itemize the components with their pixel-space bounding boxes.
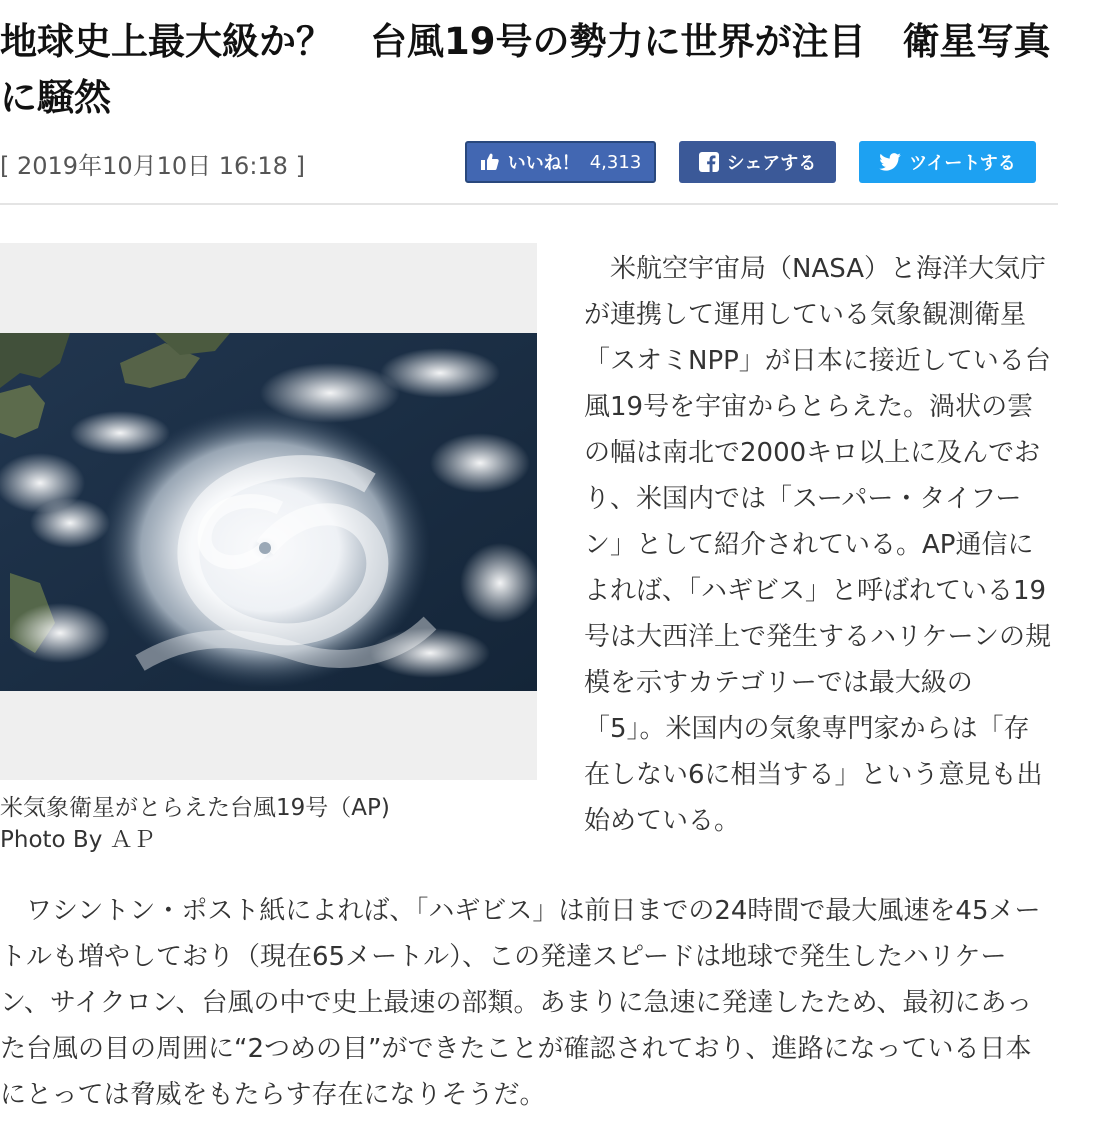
article-paragraph-2: ワシントン・ポスト紙によれば、「ハギビス」は前日までの24時間で最大風速を45メートルも増やしており（現在65メートル）、この発達スピードは地球で発生したハリケーン、サイクロン、台風の中で史上最速の部類。あまりに急速に発達したため、最初にあった台風の目の周囲に“2つめの目”ができたことが確認されており、進路になっている日本にとっては脅威をもたらす存在になりそうだ。 [0,896,1041,1110]
header-divider [0,203,1058,205]
article-headline: 地球史上最大級か？ 台風19号の勢力に世界が注目 衛星写真に騒然 [0,20,1051,119]
facebook-icon [699,152,719,172]
like-label: いいね！ [507,153,580,174]
photo-credit: Photo By ＡＰ [0,827,156,853]
like-button[interactable] [465,141,656,183]
article-paragraph-1: 米航空宇宙局（NASA）と海洋大気庁が連携して運用している気象観測衛星「スオミNPP」が日本に接近している台風19号を宇宙からとらえた。渦状の雲の幅は南北で2000キロ以上に及んでおり、米国内では「スーパー・タイフーン」として紹介されている。AP通信によれば、「ハギビス」と呼ばれている19号は大西洋上で発生するハリケーンの規模を示すカテゴリーでは最大級の「5」。米国内の気象専門家からは「存在しない6に相当する」という意見も出始めている。 [584,254,1051,836]
tweet-label: ツイートする [909,153,1016,174]
facebook-share-button[interactable] [679,141,836,183]
caption-text: 米気象衛星がとらえた台風19号（AP) [0,795,390,821]
photo-frame [0,243,537,780]
tweet-button[interactable] [859,141,1036,183]
article-date: [ 2019年10月10日 16:18 ] [0,152,305,180]
twitter-bird-icon [879,153,901,171]
share-label: シェアする [726,153,817,174]
like-count: 4,313 [589,151,642,173]
photo-caption [0,792,390,856]
typhoon-satellite-photo [0,333,537,691]
thumbs-up-icon [480,152,500,172]
